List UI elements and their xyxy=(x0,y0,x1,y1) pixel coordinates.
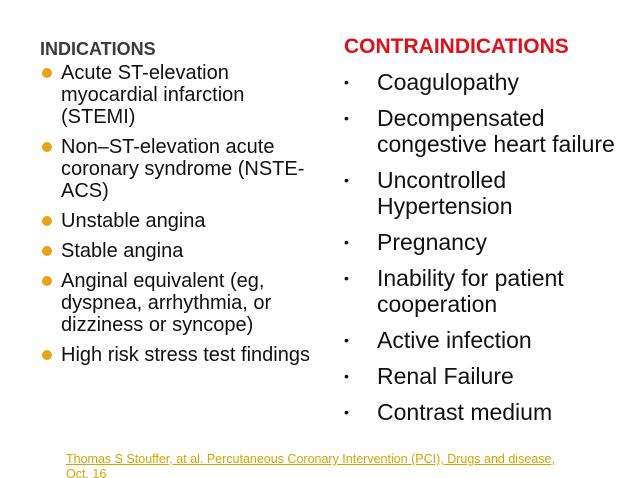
contraindication-text: Pregnancy xyxy=(377,229,487,255)
citation-line-2: Oct. 16 xyxy=(66,467,107,478)
indication-text: High risk stress test findings xyxy=(61,344,310,366)
contraindications-list xyxy=(344,69,629,425)
contraindication-text: Inability for patient cooperation xyxy=(377,265,564,317)
list-item xyxy=(344,363,629,389)
list-item xyxy=(40,210,315,232)
indication-text: Stable angina xyxy=(61,240,184,262)
list-item xyxy=(344,167,629,219)
bullet-dot-icon: • xyxy=(344,74,349,90)
bullet-circle-icon xyxy=(42,276,52,286)
bullet-circle-icon xyxy=(42,246,52,256)
contraindication-text: Active infection xyxy=(377,327,532,353)
contraindication-text: Coagulopathy xyxy=(377,69,519,95)
list-item xyxy=(344,265,629,317)
indications-heading: INDICATIONS xyxy=(40,39,156,59)
indications-column xyxy=(40,38,315,374)
list-item xyxy=(40,240,315,262)
citation-link[interactable] xyxy=(66,452,626,478)
contraindication-text: Contrast medium xyxy=(377,399,553,425)
list-item xyxy=(344,229,629,255)
bullet-circle-icon xyxy=(42,350,52,360)
bullet-circle-icon xyxy=(42,142,52,152)
contraindications-heading: CONTRAINDICATIONS xyxy=(344,35,569,58)
list-item xyxy=(40,136,315,202)
indication-text: Unstable angina xyxy=(61,210,206,232)
indication-text: Acute ST-elevation myocardial infarction (STEMI) xyxy=(61,62,245,128)
bullet-circle-icon xyxy=(42,68,52,78)
list-item xyxy=(344,327,629,353)
contraindication-text: Uncontrolled Hypertension xyxy=(377,167,513,219)
bullet-dot-icon: • xyxy=(344,332,349,348)
contraindication-text: Renal Failure xyxy=(377,363,514,389)
bullet-dot-icon: • xyxy=(344,404,349,420)
list-item xyxy=(40,270,315,336)
bullet-dot-icon: • xyxy=(344,172,349,188)
citation-line-1: Thomas S Stouffer, at al. Percutaneous Coronary Intervention (PCI), Drugs and disease, xyxy=(66,452,555,466)
list-item xyxy=(40,62,315,128)
indications-list xyxy=(40,62,315,366)
bullet-circle-icon xyxy=(42,216,52,226)
bullet-dot-icon: • xyxy=(344,234,349,250)
bullet-dot-icon: • xyxy=(344,368,349,384)
bullet-dot-icon: • xyxy=(344,270,349,286)
indication-text: Anginal equivalent (eg, dyspnea, arrhythmia, or dizziness or syncope) xyxy=(61,270,272,336)
indication-text: Non–ST-elevation acute coronary syndrome (NSTE-ACS) xyxy=(61,136,305,202)
contraindications-column xyxy=(344,34,629,435)
bullet-dot-icon: • xyxy=(344,110,349,126)
contraindication-text: Decompensated congestive heart failure xyxy=(377,105,615,157)
list-item xyxy=(344,399,629,425)
list-item xyxy=(40,344,315,366)
list-item xyxy=(344,69,629,95)
list-item xyxy=(344,105,629,157)
